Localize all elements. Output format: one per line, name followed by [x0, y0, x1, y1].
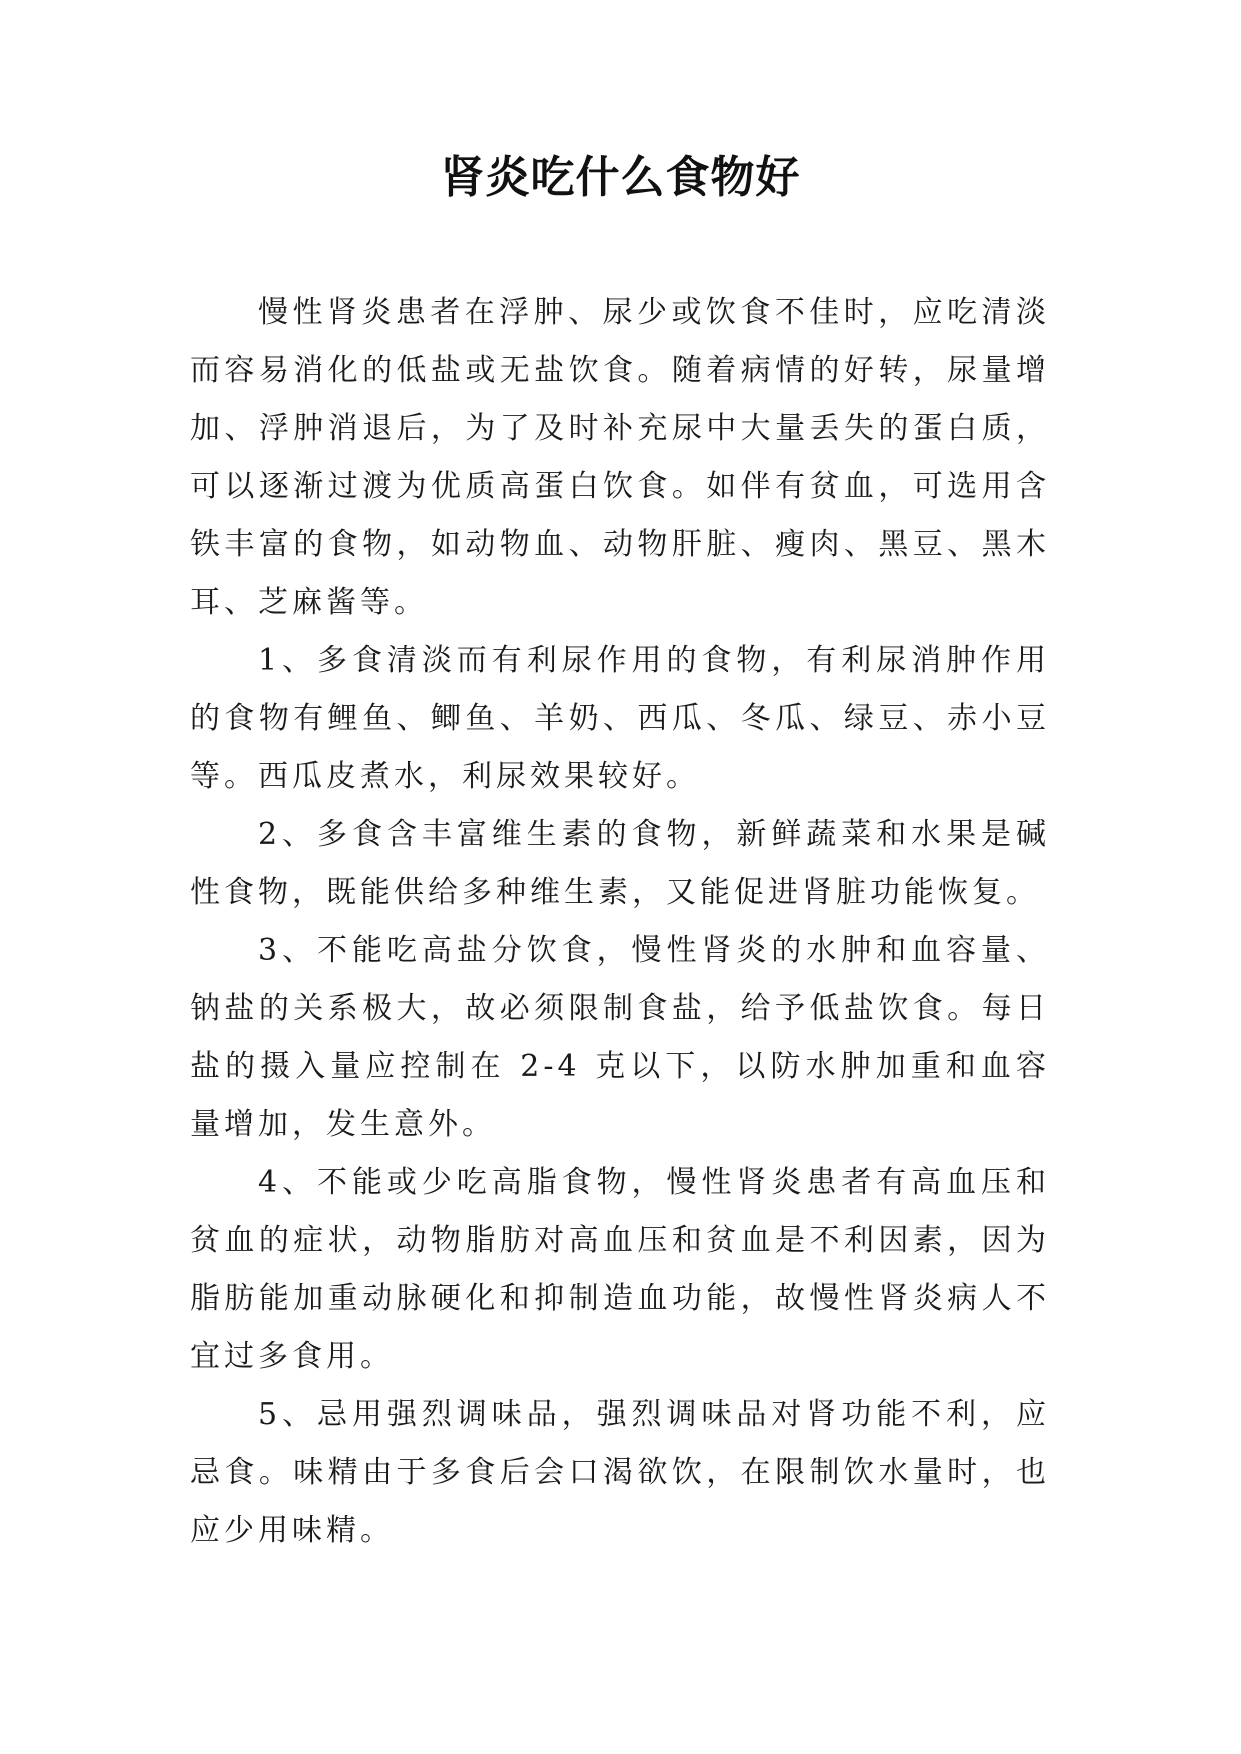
paragraph-item-1: 1、多食清淡而有利尿作用的食物，有利尿消肿作用的食物有鲤鱼、鲫鱼、羊奶、西瓜、冬瓜、绿豆、赤小豆等。西瓜皮煮水，利尿效果较好。 — [190, 643, 1050, 794]
paragraph-item-5: 5、忌用强烈调味品，强烈调味品对肾功能不利，应忌食。味精由于多食后会口渴欲饮，在限制饮水量时，也应少用味精。 — [190, 1397, 1050, 1548]
document-body — [190, 284, 1050, 1560]
document-title: 肾炎吃什么食物好 — [440, 152, 801, 203]
paragraph-item-4: 4、不能或少吃高脂食物，慢性肾炎患者有高血压和贫血的症状，动物脂肪对高血压和贫血是不利因素，因为脂肪能加重动脉硬化和抑制造血功能，故慢性肾炎病人不宜过多食用。 — [190, 1165, 1050, 1374]
paragraph-intro: 慢性肾炎患者在浮肿、尿少或饮食不佳时，应吃清淡而容易消化的低盐或无盐饮食。随着病情的好转，尿量增加、浮肿消退后，为了及时补充尿中大量丢失的蛋白质，可以逐渐过渡为优质高蛋白饮食。如伴有贫血，可选用含铁丰富的食物，如动物血、动物肝脏、瘦肉、黑豆、黑木耳、芝麻酱等。 — [190, 295, 1050, 620]
paragraph-item-3: 3、不能吃高盐分饮食，慢性肾炎的水肿和血容量、钠盐的关系极大，故必须限制食盐，给予低盐饮食。每日盐的摄入量应控制在 2-4 克以下，以防水肿加重和血容量增加，发生意外。 — [190, 933, 1050, 1142]
paragraph-item-2: 2、多食含丰富维生素的食物，新鲜蔬菜和水果是碱性食物，既能供给多种维生素，又能促进肾脏功能恢复。 — [190, 817, 1050, 910]
